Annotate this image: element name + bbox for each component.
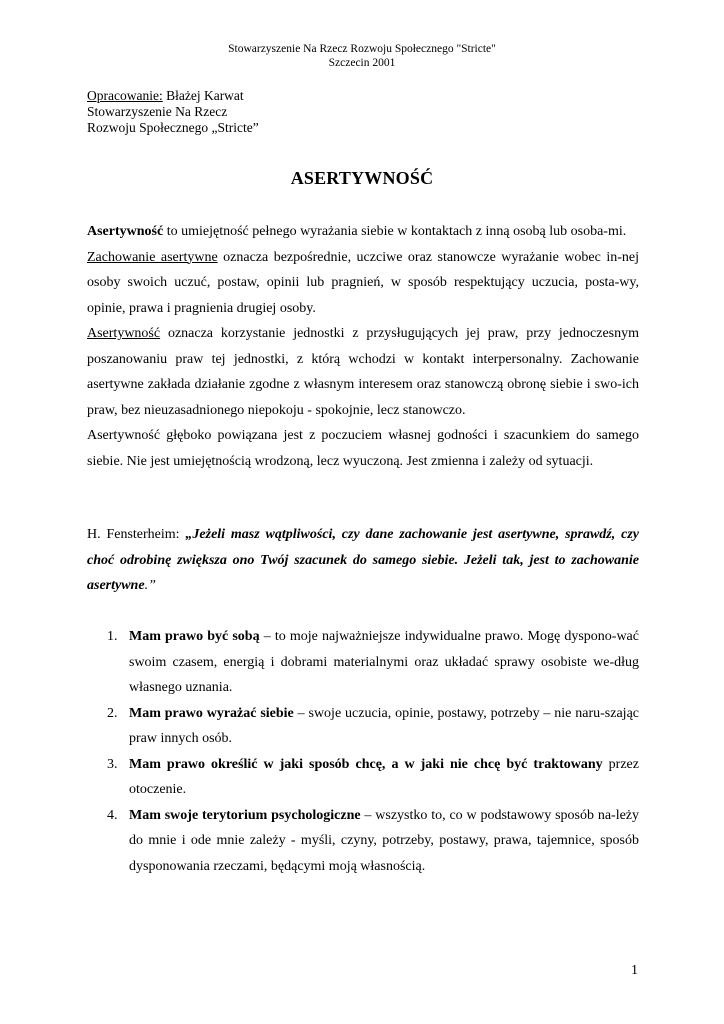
rights-list-item (107, 624, 639, 701)
rights-item-text: – to moje najważniejsze indywidualne prawo. Mogę dyspono-wać swoim czasem, energią i dobrami materialnymi oraz układać sprawy osobiste we-dług własnego uznania. (129, 629, 639, 695)
rights-list-item (107, 701, 639, 752)
paragraph-3-term: Asertywność (87, 326, 161, 341)
rights-item-text: – wszystko to, co w podstawowy sposób na-leży do mnie i ode mnie zależy - myśli, czyny, potrzeby, postawy, prawa, tajemnice, sposób dysponowania rzeczami, będącymi moją własnością. (129, 807, 640, 874)
paragraph-1-text: to umiejętność pełnego wyrażania siebie w kontaktach z inną osobą lub osoba-mi. (163, 224, 627, 239)
author-block (87, 88, 259, 136)
paragraph-3-text: oznacza korzystanie jednostki z przysługujących jej praw, przy jednoczesnym poszanowaniu praw tej jednostki, z którą wchodzi w kontakt interpersonalny. Zachowanie asertywne zakłada działanie zgodne z własnym interesem oraz stanowczą obronę siebie i swo-ich praw, bez nieuzasadnionego niepokoju - spokojnie, lecz stanowczo. (87, 326, 639, 418)
paragraph-1-term: Asertywność (87, 224, 164, 239)
author-line (87, 88, 259, 104)
rights-item-heading: Mam prawo określić w jaki sposób chcę, a w jaki nie chcę być traktowany (129, 756, 603, 772)
paragraph-2 (87, 245, 639, 322)
rights-item-heading: Mam prawo być sobą (129, 629, 260, 644)
header-place-date: Szczecin 2001 (328, 57, 396, 69)
rights-list (107, 624, 639, 879)
rights-item-heading: Mam prawo wyrażać siebie (129, 705, 294, 721)
author-org-line2: Rozwoju Społecznego „Stricte” (87, 120, 259, 135)
rights-item-number: 1. (107, 629, 118, 644)
rights-item-text: – swoje uczucia, opinie, postawy, potrzeby – nie naru-szając praw innych osób. (129, 705, 639, 746)
quote-ending: .” (144, 578, 156, 593)
rights-item-number: 4. (107, 807, 118, 823)
document-header (0, 42, 724, 70)
author-label: Opracowanie: (87, 88, 163, 103)
paragraph-2-text: oznacza bezpośrednie, uczciwe oraz stanowcze wyrażanie wobec in-nej osoby swoich uczuć, postaw, opinii lub pragnień, w sposób respektujący uczucia, posta-wy, opinie, prawa i pragnienia drugiej osoby. (87, 249, 639, 316)
rights-item-number: 3. (107, 756, 118, 772)
quote-block (87, 522, 639, 599)
header-organization: Stowarzyszenie Na Rzecz Rozwoju Społecznego "Stricte" (228, 43, 496, 55)
author-org-line1: Stowarzyszenie Na Rzecz (87, 104, 228, 119)
paragraph-1 (87, 219, 639, 245)
rights-list-item (107, 752, 639, 803)
quote-text: „Jeżeli masz wątpliwości, czy dane zachowanie jest asertywne, sprawdź, czy choć odrobinę zwiększa ono Twój szacunek do samego siebie. Jeżeli tak, jest to zachowanie asertywne (87, 527, 639, 593)
author-name: Błażej Karwat (162, 88, 244, 103)
quote-author: H. Fensterheim: (87, 527, 186, 542)
definitions-section (87, 219, 639, 474)
rights-item-number: 2. (107, 705, 118, 721)
page-number: 1 (631, 963, 638, 978)
paragraph-3 (87, 321, 639, 423)
rights-item-text: przez otoczenie. (129, 756, 639, 797)
paragraph-4: Asertywność głęboko powiązana jest z poczuciem własnej godności i szacunkiem do samego siebie. Nie jest umiejętnością wrodzoną, lecz wyuczoną. Jest zmienna i zależy od sytuacji. (87, 428, 639, 469)
paragraph-2-term: Zachowanie asertywne (87, 249, 218, 265)
rights-item-heading: Mam swoje terytorium psychologiczne (129, 807, 361, 823)
rights-list-item (107, 803, 639, 880)
document-title: ASERTYWNOŚĆ (290, 168, 434, 188)
